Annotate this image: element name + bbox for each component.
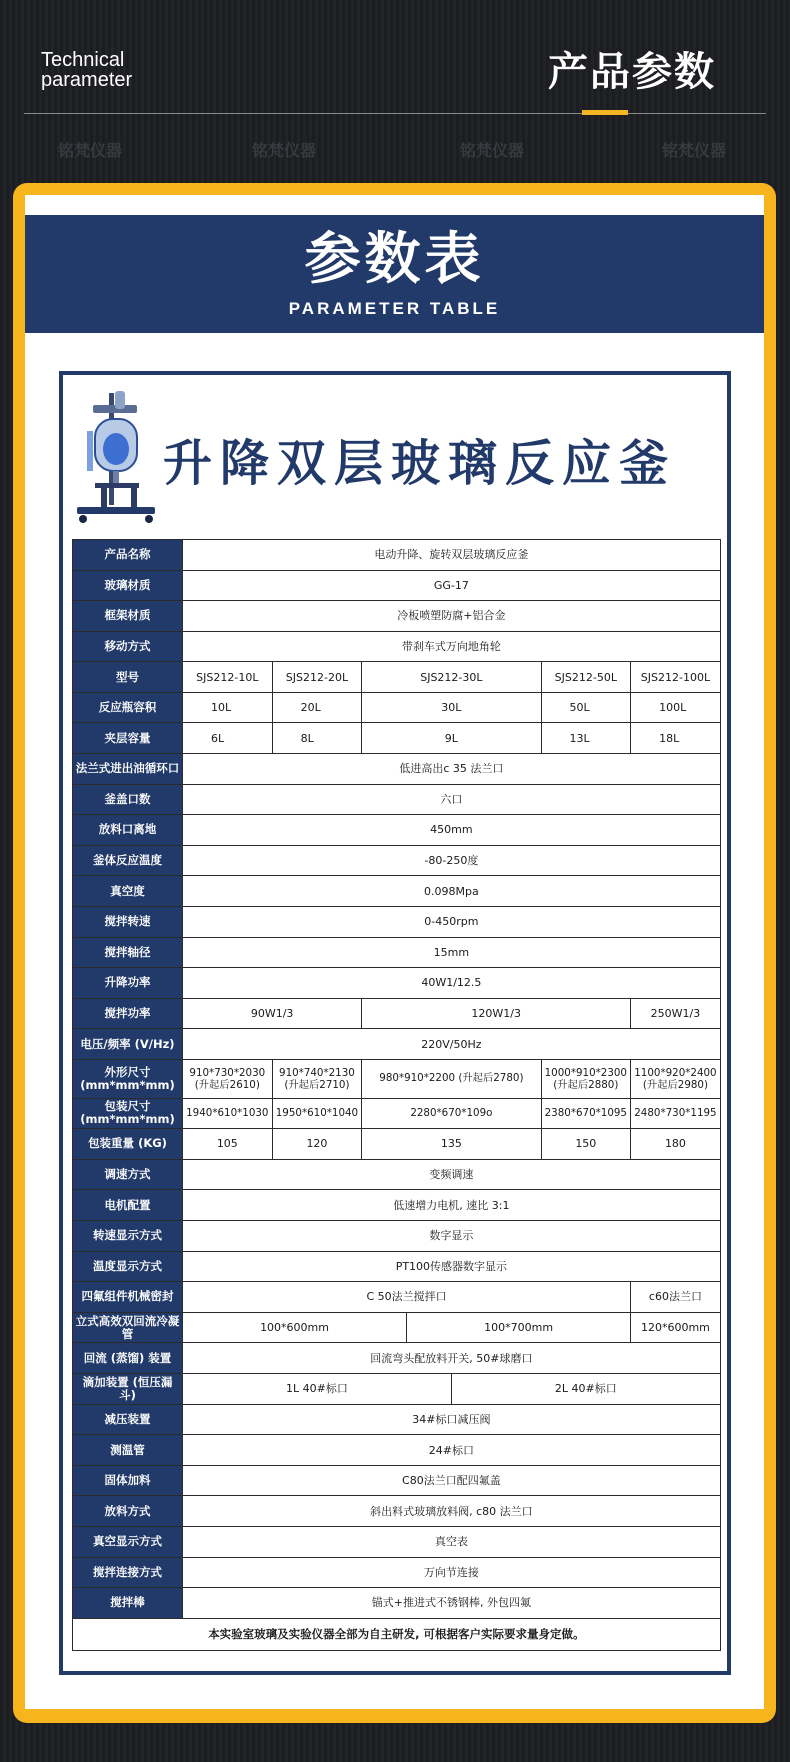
value-text: 13L <box>569 731 590 745</box>
value-text: 120*600mm <box>640 1321 710 1335</box>
row-value <box>183 631 721 662</box>
row-label: 包装尺寸 (mm*mm*mm) <box>73 1098 183 1129</box>
value-text: 变频调速 <box>429 1168 474 1182</box>
row-value <box>183 845 721 876</box>
row-value <box>272 1059 362 1098</box>
value-text: 100*600mm <box>260 1321 329 1335</box>
row-label: 转速显示方式 <box>73 1220 183 1251</box>
row-value <box>631 1312 721 1343</box>
row-value <box>183 754 721 785</box>
row-label: 外形尺寸 (mm*mm*mm) <box>73 1059 183 1098</box>
row-label: 放料方式 <box>73 1496 183 1527</box>
value-text: 0-450rpm <box>424 915 479 929</box>
row-value <box>183 1029 721 1060</box>
table-row <box>73 1029 721 1060</box>
table-row <box>73 1496 721 1527</box>
value-text: 回流弯头配放料开关, 50#球磨口 <box>370 1351 533 1365</box>
value-text: 9L <box>444 731 458 745</box>
value-text: 2480*730*1195 <box>634 1106 717 1119</box>
row-value <box>631 662 721 693</box>
header-accent-bar <box>582 110 628 115</box>
value-text: 100L <box>659 701 687 715</box>
value-text: 34#标口减压阀 <box>412 1412 491 1426</box>
row-value <box>183 968 721 999</box>
row-value <box>183 876 721 907</box>
row-value <box>541 723 631 754</box>
value-text: 斜出料式玻璃放料阀, c80 法兰口 <box>370 1504 533 1518</box>
row-value <box>272 723 362 754</box>
table-row <box>73 876 721 907</box>
row-value <box>631 692 721 723</box>
table-row <box>73 1465 721 1496</box>
value-text: 40W1/12.5 <box>421 976 482 990</box>
row-label: 升降功率 <box>73 968 183 999</box>
table-row <box>73 1312 721 1343</box>
row-label: 立式高效双回流冷凝管 <box>73 1312 183 1343</box>
row-value <box>183 723 273 754</box>
row-value <box>631 1282 721 1313</box>
value-text: C 50法兰搅拌口 <box>366 1290 447 1304</box>
row-value <box>183 1557 721 1588</box>
row-label: 法兰式进出油循环口 <box>73 754 183 785</box>
row-label: 釜盖口数 <box>73 784 183 815</box>
row-value <box>183 1190 721 1221</box>
table-row <box>73 601 721 632</box>
value-text: 100*700mm <box>484 1321 554 1335</box>
value-text: 2280*670*109o <box>410 1106 493 1119</box>
row-label: 真空度 <box>73 876 183 907</box>
row-value <box>362 723 541 754</box>
row-value <box>362 1098 541 1129</box>
english-title-line2: parameter <box>41 69 133 91</box>
row-value <box>541 692 631 723</box>
value-text: SJS212-30L <box>420 670 483 684</box>
row-value <box>631 1059 721 1098</box>
value-text: 105 <box>216 1137 238 1151</box>
value-text: 2380*670*1095 <box>544 1106 627 1119</box>
row-value <box>362 692 541 723</box>
table-row <box>73 570 721 601</box>
row-label: 产品名称 <box>73 540 183 571</box>
row-label: 搅拌功率 <box>73 998 183 1029</box>
parameter-sheet <box>25 195 764 1709</box>
value-text: 30L <box>441 701 462 715</box>
row-value <box>183 1059 273 1098</box>
value-text: 250W1/3 <box>650 1006 701 1020</box>
product-panel <box>59 371 731 1675</box>
row-value <box>362 1059 541 1098</box>
value-text: 8L <box>300 731 314 745</box>
value-text: 120W1/3 <box>471 1006 521 1020</box>
row-label: 釜体反应温度 <box>73 845 183 876</box>
value-text: 180 <box>664 1137 686 1151</box>
value-subtext: (升起后2880) <box>553 1078 619 1091</box>
value-text: 910*730*2030 <box>189 1066 266 1079</box>
value-text: SJS212-100L <box>640 670 711 684</box>
row-value <box>541 1098 631 1129</box>
footer-note: 本实验室玻璃及实验仪器全部为自主研发, 可根据客户实际要求量身定做。 <box>73 1618 721 1650</box>
row-label: 搅拌棒 <box>73 1588 183 1619</box>
value-text: 135 <box>440 1137 462 1151</box>
value-text: 真空表 <box>434 1535 468 1549</box>
row-value <box>183 692 273 723</box>
watermark: 铭梵仪器 <box>460 141 525 160</box>
table-row <box>73 723 721 754</box>
english-title-line1: Technical <box>41 49 125 71</box>
row-value <box>541 662 631 693</box>
value-text: 1950*610*1040 <box>275 1106 359 1119</box>
value-text: 1000*910*2300 <box>544 1066 627 1079</box>
row-label: 减压装置 <box>73 1404 183 1435</box>
value-text: 万向节连接 <box>423 1565 479 1579</box>
table-row <box>73 998 721 1029</box>
value-text: 冷板喷塑防腐+铝合金 <box>397 609 506 623</box>
row-label: 调速方式 <box>73 1159 183 1190</box>
row-value <box>183 1465 721 1496</box>
row-label: 电压/频率 (V/Hz) <box>73 1029 183 1060</box>
row-value <box>183 1435 721 1466</box>
value-text: 150 <box>575 1137 597 1151</box>
value-text: 锚式+推进式不锈钢棒, 外包四氟 <box>371 1596 531 1610</box>
table-row <box>73 937 721 968</box>
value-text: SJS212-20L <box>285 670 349 684</box>
value-subtext: (升起后2610) <box>194 1078 260 1091</box>
value-text: 24#标口 <box>428 1443 474 1457</box>
table-row <box>73 1404 721 1435</box>
reactor-machine-icon <box>73 387 158 525</box>
row-value <box>541 1129 631 1160</box>
row-label: 反应瓶容积 <box>73 692 183 723</box>
value-text: 18L <box>659 731 680 745</box>
row-value <box>183 570 721 601</box>
value-text: 带刹车式万向地角轮 <box>401 640 501 654</box>
value-text: 980*910*2200 (升起后2780) <box>379 1072 524 1085</box>
table-row <box>73 692 721 723</box>
row-label: 四氟组件机械密封 <box>73 1282 183 1313</box>
row-label: 回流 (蒸馏) 装置 <box>73 1343 183 1374</box>
value-text: -80-250度 <box>424 854 479 868</box>
row-value <box>631 723 721 754</box>
table-row <box>73 540 721 571</box>
value-text: 数字显示 <box>429 1229 474 1243</box>
value-text: 低进高出c 35 法兰口 <box>399 762 504 776</box>
banner-title: 参数表 <box>304 227 485 292</box>
table-row <box>73 1343 721 1374</box>
row-value <box>183 998 362 1029</box>
row-value <box>183 906 721 937</box>
row-value <box>183 1496 721 1527</box>
value-text: 1100*920*2400 <box>634 1066 717 1079</box>
value-subtext: (升起后2980) <box>642 1078 708 1091</box>
row-value <box>183 662 273 693</box>
row-value <box>183 1220 721 1251</box>
row-value <box>183 1404 721 1435</box>
value-text: 1940*610*1030 <box>186 1106 269 1119</box>
row-value <box>407 1312 631 1343</box>
value-text: 2L 40#标口 <box>554 1382 617 1396</box>
spec-table <box>72 539 721 1651</box>
row-value <box>183 601 721 632</box>
row-label: 放料口离地 <box>73 815 183 846</box>
row-label: 固体加料 <box>73 1465 183 1496</box>
value-text: 120 <box>306 1137 328 1151</box>
chinese-title: 产品参数 <box>548 49 716 95</box>
table-row <box>73 1098 721 1129</box>
row-value <box>362 1129 541 1160</box>
table-row <box>73 1435 721 1466</box>
watermark: 铭梵仪器 <box>252 141 317 160</box>
row-value <box>541 1059 631 1098</box>
row-label: 包装重量 (KG) <box>73 1129 183 1160</box>
row-value <box>183 1588 721 1619</box>
gold-frame <box>13 183 776 1723</box>
value-text: 50L <box>569 701 590 715</box>
row-label: 型号 <box>73 662 183 693</box>
row-label: 搅拌轴径 <box>73 937 183 968</box>
row-label: 真空显示方式 <box>73 1526 183 1557</box>
table-row <box>73 845 721 876</box>
header-divider <box>24 113 766 114</box>
table-row <box>73 1129 721 1160</box>
table-row <box>73 1282 721 1313</box>
row-value <box>272 1098 362 1129</box>
row-label: 电机配置 <box>73 1190 183 1221</box>
table-row <box>73 1059 721 1098</box>
table-row <box>73 631 721 662</box>
value-text: SJS212-10L <box>196 670 259 684</box>
row-label: 夹层容量 <box>73 723 183 754</box>
row-value <box>183 815 721 846</box>
table-row <box>73 1373 721 1404</box>
table-row <box>73 754 721 785</box>
table-row <box>73 1159 721 1190</box>
row-label: 滴加装置 (恒压漏斗) <box>73 1373 183 1404</box>
row-label: 测温管 <box>73 1435 183 1466</box>
table-row <box>73 784 721 815</box>
value-subtext: (升起后2710) <box>284 1078 350 1091</box>
value-text: 1L 40#标口 <box>286 1382 348 1396</box>
watermark-strip <box>0 138 790 178</box>
row-value <box>183 1251 721 1282</box>
value-text: 220V/50Hz <box>421 1037 482 1051</box>
row-value <box>183 540 721 571</box>
row-value <box>183 784 721 815</box>
row-value <box>183 1098 273 1129</box>
row-label: 搅拌连接方式 <box>73 1557 183 1588</box>
value-text: 6L <box>211 731 225 745</box>
row-label: 温度显示方式 <box>73 1251 183 1282</box>
row-label: 框架材质 <box>73 601 183 632</box>
value-text: 0.098Mpa <box>424 884 479 898</box>
value-text: c60法兰口 <box>648 1290 702 1304</box>
row-value <box>631 1098 721 1129</box>
english-title <box>41 50 132 90</box>
row-value <box>451 1373 720 1404</box>
watermark: 铭梵仪器 <box>662 141 727 160</box>
row-value <box>183 1526 721 1557</box>
value-text: SJS212-50L <box>554 670 617 684</box>
parameter-banner <box>25 195 764 333</box>
row-value <box>362 662 541 693</box>
table-row <box>73 1251 721 1282</box>
table-row <box>73 1557 721 1588</box>
table-row <box>73 815 721 846</box>
row-value <box>183 1159 721 1190</box>
row-value <box>183 1129 273 1160</box>
value-text: 六口 <box>440 792 463 806</box>
value-text: GG-17 <box>433 578 469 592</box>
table-row <box>73 1588 721 1619</box>
row-value <box>183 1282 631 1313</box>
value-text: 10L <box>211 701 232 715</box>
row-value <box>183 1312 407 1343</box>
row-value <box>631 1129 721 1160</box>
value-text: 20L <box>300 701 321 715</box>
banner-subtitle: PARAMETER TABLE <box>288 299 501 318</box>
value-text: 450mm <box>430 823 473 837</box>
value-text: 低速增力电机, 速比 3:1 <box>393 1198 510 1212</box>
row-label: 搅拌转速 <box>73 906 183 937</box>
row-value <box>183 937 721 968</box>
row-value <box>362 998 631 1029</box>
value-text: 90W1/3 <box>250 1006 294 1020</box>
table-row <box>73 968 721 999</box>
product-title: 升降双层玻璃反应釜 <box>163 435 677 492</box>
page-header <box>24 0 766 115</box>
watermark: 铭梵仪器 <box>58 141 123 160</box>
row-value <box>272 692 362 723</box>
table-row <box>73 906 721 937</box>
table-row <box>73 1220 721 1251</box>
row-value <box>631 998 721 1029</box>
value-text: 910*740*2130 <box>279 1066 355 1079</box>
table-row <box>73 662 721 693</box>
value-text: 15mm <box>433 945 470 959</box>
row-label: 移动方式 <box>73 631 183 662</box>
note-row <box>73 1618 721 1650</box>
row-value <box>272 662 362 693</box>
row-label: 玻璃材质 <box>73 570 183 601</box>
value-text: PT100传感器数字显示 <box>395 1259 508 1273</box>
value-text: 电动升降、旋转双层玻璃反应釜 <box>374 548 529 562</box>
value-text: C80法兰口配四氟盖 <box>402 1474 501 1488</box>
row-value <box>183 1373 452 1404</box>
table-row <box>73 1190 721 1221</box>
row-value <box>272 1129 362 1160</box>
table-row <box>73 1526 721 1557</box>
row-value <box>183 1343 721 1374</box>
